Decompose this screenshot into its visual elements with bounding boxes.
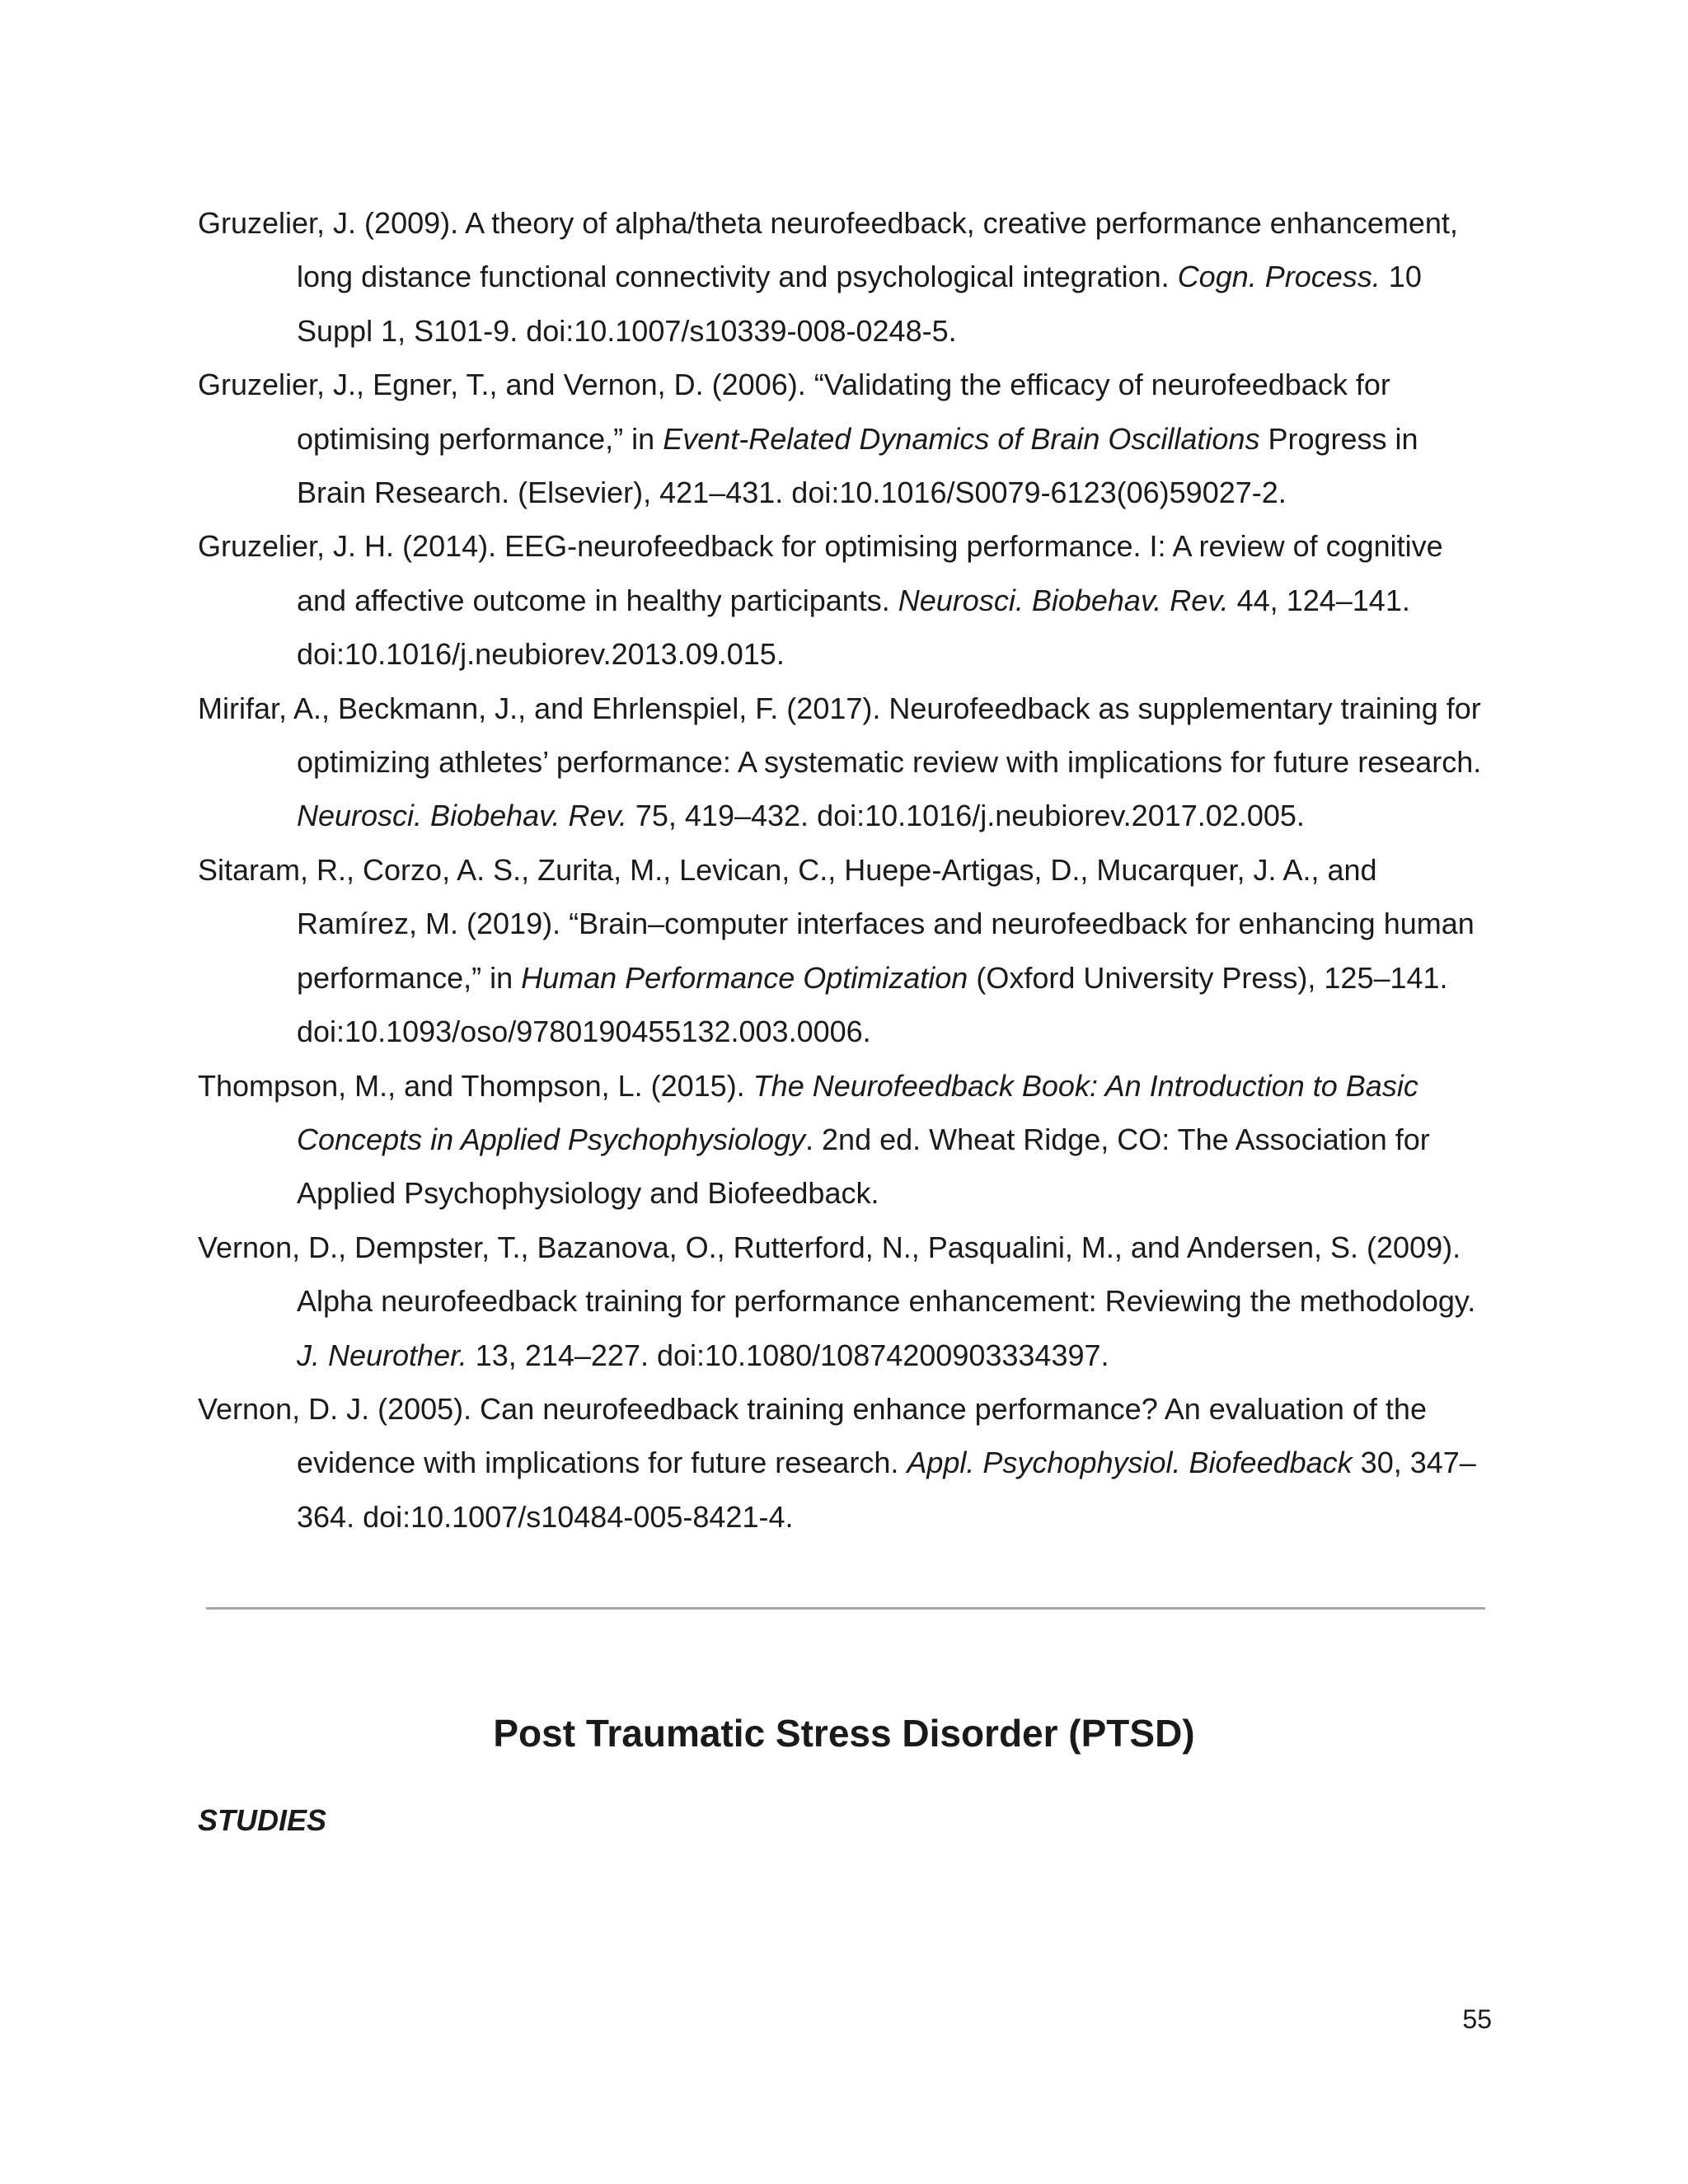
reference-entry <box>198 1059 1493 1221</box>
reference-journal: Neurosci. Biobehav. Rev. <box>297 799 627 833</box>
reference-journal: Human Performance Optimization <box>521 960 968 995</box>
reference-entry <box>198 358 1493 519</box>
reference-text: Gruzelier, J. H. (2014). EEG-neurofeedback for optimising performance. I: A review of cognitive and affective outcome in healthy participants. <box>198 529 1443 617</box>
reference-text: Vernon, D. J. (2005). Can neurofeedback training enhance performance? An evaluation of the evidence with implications for future research. <box>198 1391 1427 1480</box>
reference-text: Vernon, D., Dempster, T., Bazanova, O., Rutterford, N., Pasqualini, M., and Andersen, S. (2009). Alpha neurofeedback training for performance enhancement: Reviewing the methodology. <box>198 1230 1476 1319</box>
reference-text: Mirifar, A., Beckmann, J., and Ehrlenspiel, F. (2017). Neurofeedback as supplementary training for optimizing athletes’ performance: A systematic review with implications for future research. <box>198 691 1482 780</box>
section-heading: Post Traumatic Stress Disorder (PTSD) <box>493 1712 1195 1755</box>
reference-text: Progress in Brain Research. (Elsevier), 421–431. doi:10.1016/S0079-6123(06)59027-2. <box>297 421 1418 510</box>
reference-entry <box>198 1382 1493 1544</box>
reference-text: Gruzelier, J., Egner, T., and Vernon, D. (2006). “Validating the efficacy of neurofeedback for optimising performance,” in <box>198 368 1390 456</box>
horizontal-divider <box>206 1607 1485 1610</box>
reference-text: Thompson, M., and Thompson, L. (2015). <box>198 1068 753 1103</box>
page-number: 55 <box>1462 2004 1492 2034</box>
reference-entry <box>198 519 1493 681</box>
reference-text: 75, 419–432. doi:10.1016/j.neubiorev.2017.02.005. <box>626 799 1305 833</box>
reference-text: (Oxford University Press), 125–141. doi:10.1093/oso/9780190455132.003.0006. <box>297 960 1448 1049</box>
reference-journal: Neurosci. Biobehav. Rev. <box>898 583 1229 617</box>
reference-text: Sitaram, R., Corzo, A. S., Zurita, M., Levican, C., Huepe-Artigas, D., Mucarquer, J. A., and Ramírez, M. (2019). “Brain–computer interfaces and neurofeedback for enhancing human performance,” in <box>198 852 1475 995</box>
reference-journal: Event-Related Dynamics of Brain Oscillations <box>663 421 1260 456</box>
reference-journal: J. Neurother. <box>297 1338 467 1372</box>
reference-text: 13, 214–227. doi:10.1080/10874200903334397. <box>467 1338 1109 1372</box>
reference-journal: Appl. Psychophysiol. Biofeedback <box>907 1446 1353 1480</box>
reference-text: Gruzelier, J. (2009). A theory of alpha/theta neurofeedback, creative performance enhancement, long distance functional connectivity and psychological integration. <box>198 206 1458 294</box>
reference-text: 10 Suppl 1, S101-9. doi:10.1007/s10339-008-0248-5. <box>297 260 1422 348</box>
reference-entry <box>198 843 1493 1059</box>
reference-journal: Cogn. Process. <box>1177 260 1381 294</box>
reference-text: 30, 347–364. doi:10.1007/s10484-005-8421-4. <box>297 1446 1476 1534</box>
reference-journal: The Neurofeedback Book: An Introduction to Basic Concepts in Applied Psychophysiology <box>297 1068 1418 1156</box>
reference-entry <box>198 196 1493 358</box>
reference-list <box>198 196 1493 1544</box>
reference-text: . 2nd ed. Wheat Ridge, CO: The Association for Applied Psychophysiology and Biofeedback. <box>297 1122 1430 1211</box>
reference-entry <box>198 1221 1493 1382</box>
reference-entry <box>198 682 1493 843</box>
reference-text: 44, 124–141. doi:10.1016/j.neubiorev.2013.09.015. <box>297 583 1410 672</box>
subsection-heading: STUDIES <box>198 1803 327 1837</box>
